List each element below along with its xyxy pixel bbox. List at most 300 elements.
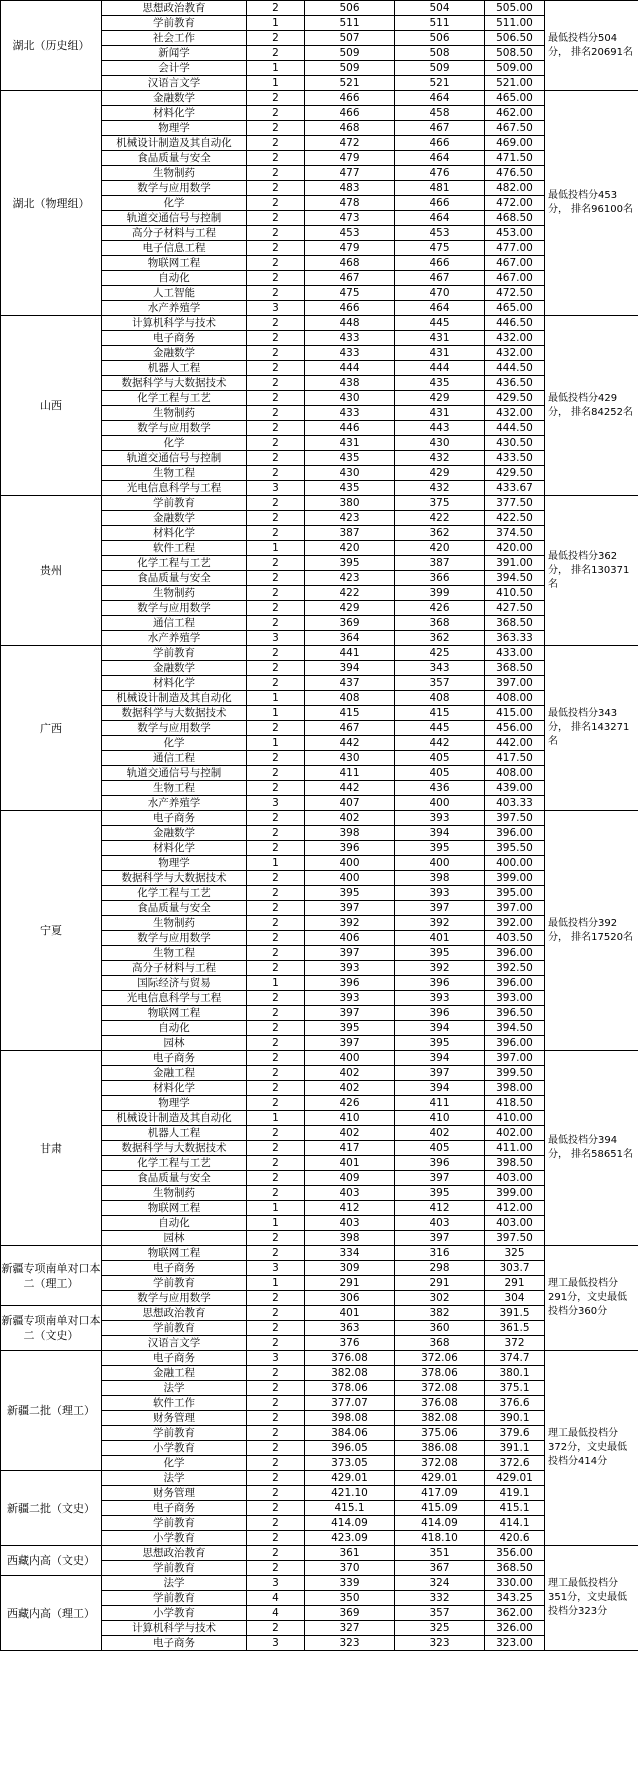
avg-score-cell: 433.50 — [485, 451, 545, 466]
major-cell: 机器人工程 — [102, 1126, 247, 1141]
avg-score-cell: 379.6 — [485, 1426, 545, 1441]
minimum-score-note: 最低投档分394分， 排名58651名 — [545, 1051, 638, 1246]
major-cell: 物理学 — [102, 856, 247, 871]
min-score-cell: 392 — [395, 961, 485, 976]
major-cell: 自动化 — [102, 1216, 247, 1231]
major-cell: 化学工程与工艺 — [102, 1156, 247, 1171]
avg-score-cell: 432.00 — [485, 331, 545, 346]
quota-cell: 2 — [247, 766, 305, 781]
table-row — [1, 496, 638, 511]
avg-score-cell: 399.00 — [485, 1186, 545, 1201]
quota-cell: 3 — [247, 481, 305, 496]
major-cell: 财务管理 — [102, 1486, 247, 1501]
avg-score-cell: 442.00 — [485, 736, 545, 751]
avg-score-cell: 392.50 — [485, 961, 545, 976]
avg-score-cell: 408.00 — [485, 766, 545, 781]
max-score-cell: 392 — [305, 916, 395, 931]
max-score-cell: 466 — [305, 91, 395, 106]
major-cell: 光电信息科学与工程 — [102, 991, 247, 1006]
major-cell: 数学与应用数学 — [102, 931, 247, 946]
avg-score-cell: 396.50 — [485, 1006, 545, 1021]
min-score-cell: 395 — [395, 841, 485, 856]
min-score-cell: 422 — [395, 511, 485, 526]
table-row — [1, 1306, 638, 1321]
major-cell: 学前教育 — [102, 1591, 247, 1606]
major-cell: 汉语言文学 — [102, 76, 247, 91]
quota-cell: 2 — [247, 1081, 305, 1096]
max-score-cell: 477 — [305, 166, 395, 181]
max-score-cell: 361 — [305, 1546, 395, 1561]
avg-score-cell: 397.50 — [485, 1231, 545, 1246]
major-cell: 数据科学与大数据技术 — [102, 1141, 247, 1156]
major-cell: 数学与应用数学 — [102, 181, 247, 196]
min-score-cell: 431 — [395, 346, 485, 361]
max-score-cell: 466 — [305, 106, 395, 121]
max-score-cell: 411 — [305, 766, 395, 781]
min-score-cell: 467 — [395, 271, 485, 286]
min-score-cell: 394 — [395, 1021, 485, 1036]
min-score-cell: 429 — [395, 466, 485, 481]
major-cell: 数学与应用数学 — [102, 421, 247, 436]
max-score-cell: 430 — [305, 751, 395, 766]
major-cell: 生物制药 — [102, 1186, 247, 1201]
major-cell: 化学 — [102, 436, 247, 451]
min-score-cell: 431 — [395, 331, 485, 346]
max-score-cell: 421.10 — [305, 1486, 395, 1501]
max-score-cell: 446 — [305, 421, 395, 436]
min-score-cell: 415.09 — [395, 1501, 485, 1516]
max-score-cell: 306 — [305, 1291, 395, 1306]
min-score-cell: 362 — [395, 631, 485, 646]
major-cell: 水产养殖学 — [102, 796, 247, 811]
quota-cell: 2 — [247, 811, 305, 826]
min-score-cell: 395 — [395, 1186, 485, 1201]
quota-cell: 2 — [247, 1096, 305, 1111]
quota-cell: 3 — [247, 631, 305, 646]
quota-cell: 2 — [247, 346, 305, 361]
quota-cell: 2 — [247, 196, 305, 211]
major-cell: 生物制药 — [102, 406, 247, 421]
major-cell: 生物工程 — [102, 946, 247, 961]
minimum-score-note: 理工最低投档分351分，文史最低投档分323分 — [545, 1546, 638, 1651]
min-score-cell: 386.08 — [395, 1441, 485, 1456]
minimum-score-note: 最低投档分453分， 排名96100名 — [545, 91, 638, 316]
quota-cell: 1 — [247, 1201, 305, 1216]
major-cell: 国际经济与贸易 — [102, 976, 247, 991]
min-score-cell: 393 — [395, 991, 485, 1006]
major-cell: 电子商务 — [102, 1351, 247, 1366]
avg-score-cell: 433.67 — [485, 481, 545, 496]
major-cell: 思想政治教育 — [102, 1306, 247, 1321]
quota-cell: 2 — [247, 151, 305, 166]
major-cell: 数学与应用数学 — [102, 601, 247, 616]
quota-cell: 2 — [247, 886, 305, 901]
max-score-cell: 403 — [305, 1216, 395, 1231]
avg-score-cell: 439.00 — [485, 781, 545, 796]
avg-score-cell: 411.00 — [485, 1141, 545, 1156]
quota-cell: 2 — [247, 1561, 305, 1576]
avg-score-cell: 397.00 — [485, 676, 545, 691]
major-cell: 小学教育 — [102, 1606, 247, 1621]
major-cell: 材料化学 — [102, 106, 247, 121]
max-score-cell: 369 — [305, 1606, 395, 1621]
max-score-cell: 509 — [305, 46, 395, 61]
major-cell: 机器人工程 — [102, 361, 247, 376]
region-cell: 新疆二批（理工） — [1, 1351, 102, 1471]
major-cell: 金融数学 — [102, 91, 247, 106]
quota-cell: 2 — [247, 961, 305, 976]
major-cell: 学前教育 — [102, 1561, 247, 1576]
avg-score-cell: 368.50 — [485, 1561, 545, 1576]
max-score-cell: 334 — [305, 1246, 395, 1261]
table-row — [1, 1471, 638, 1486]
avg-score-cell: 419.1 — [485, 1486, 545, 1501]
max-score-cell: 479 — [305, 151, 395, 166]
quota-cell: 3 — [247, 301, 305, 316]
avg-score-cell: 465.00 — [485, 301, 545, 316]
avg-score-cell: 472.50 — [485, 286, 545, 301]
avg-score-cell: 432.00 — [485, 406, 545, 421]
quota-cell: 2 — [247, 496, 305, 511]
major-cell: 水产养殖学 — [102, 631, 247, 646]
quota-cell: 2 — [247, 1186, 305, 1201]
avg-score-cell: 397.00 — [485, 901, 545, 916]
avg-score-cell: 399.00 — [485, 871, 545, 886]
min-score-cell: 412 — [395, 1201, 485, 1216]
avg-score-cell: 427.50 — [485, 601, 545, 616]
min-score-cell: 395 — [395, 946, 485, 961]
quota-cell: 2 — [247, 1156, 305, 1171]
quota-cell: 2 — [247, 1366, 305, 1381]
major-cell: 食品质量与安全 — [102, 571, 247, 586]
quota-cell: 2 — [247, 1, 305, 16]
quota-cell: 2 — [247, 751, 305, 766]
quota-cell: 2 — [247, 1456, 305, 1471]
max-score-cell: 438 — [305, 376, 395, 391]
avg-score-cell: 391.5 — [485, 1306, 545, 1321]
min-score-cell: 405 — [395, 1141, 485, 1156]
major-cell: 学前教育 — [102, 646, 247, 661]
max-score-cell: 323 — [305, 1636, 395, 1651]
avg-score-cell: 465.00 — [485, 91, 545, 106]
avg-score-cell: 376.6 — [485, 1396, 545, 1411]
avg-score-cell: 521.00 — [485, 76, 545, 91]
quota-cell: 2 — [247, 946, 305, 961]
quota-cell: 2 — [247, 1546, 305, 1561]
avg-score-cell: 462.00 — [485, 106, 545, 121]
avg-score-cell: 444.50 — [485, 361, 545, 376]
major-cell: 数据科学与大数据技术 — [102, 706, 247, 721]
quota-cell: 1 — [247, 736, 305, 751]
minimum-score-note: 最低投档分429分， 排名84252名 — [545, 316, 638, 496]
quota-cell: 2 — [247, 91, 305, 106]
quota-cell: 2 — [247, 241, 305, 256]
major-cell: 电子商务 — [102, 331, 247, 346]
avg-score-cell: 372 — [485, 1336, 545, 1351]
quota-cell: 1 — [247, 541, 305, 556]
avg-score-cell: 394.50 — [485, 1021, 545, 1036]
avg-score-cell: 505.00 — [485, 1, 545, 16]
max-score-cell: 376.08 — [305, 1351, 395, 1366]
major-cell: 学前教育 — [102, 1321, 247, 1336]
quota-cell: 2 — [247, 1621, 305, 1636]
quota-cell: 2 — [247, 1051, 305, 1066]
min-score-cell: 367 — [395, 1561, 485, 1576]
quota-cell: 3 — [247, 1261, 305, 1276]
major-cell: 园林 — [102, 1036, 247, 1051]
min-score-cell: 521 — [395, 76, 485, 91]
quota-cell: 2 — [247, 1381, 305, 1396]
min-score-cell: 397 — [395, 901, 485, 916]
quota-cell: 2 — [247, 451, 305, 466]
avg-score-cell: 511.00 — [485, 16, 545, 31]
avg-score-cell: 303.7 — [485, 1261, 545, 1276]
quota-cell: 2 — [247, 1231, 305, 1246]
region-cell: 宁夏 — [1, 811, 102, 1051]
min-score-cell: 396 — [395, 976, 485, 991]
min-score-cell: 324 — [395, 1576, 485, 1591]
major-cell: 食品质量与安全 — [102, 1171, 247, 1186]
major-cell: 轨道交通信号与控制 — [102, 211, 247, 226]
major-cell: 机械设计制造及其自动化 — [102, 1111, 247, 1126]
quota-cell: 2 — [247, 256, 305, 271]
quota-cell: 2 — [247, 436, 305, 451]
quota-cell: 2 — [247, 1441, 305, 1456]
min-score-cell: 393 — [395, 811, 485, 826]
max-score-cell: 396 — [305, 976, 395, 991]
max-score-cell: 442 — [305, 781, 395, 796]
table-row — [1, 91, 638, 106]
avg-score-cell: 396.00 — [485, 976, 545, 991]
min-score-cell: 360 — [395, 1321, 485, 1336]
major-cell: 物联网工程 — [102, 256, 247, 271]
major-cell: 法学 — [102, 1576, 247, 1591]
minimum-score-note: 最低投档分504分， 排名20691名 — [545, 1, 638, 91]
major-cell: 电子商务 — [102, 1261, 247, 1276]
avg-score-cell: 390.1 — [485, 1411, 545, 1426]
major-cell: 法学 — [102, 1471, 247, 1486]
quota-cell: 1 — [247, 61, 305, 76]
avg-score-cell: 415.00 — [485, 706, 545, 721]
min-score-cell: 399 — [395, 586, 485, 601]
max-score-cell: 402 — [305, 1126, 395, 1141]
max-score-cell: 395 — [305, 1021, 395, 1036]
max-score-cell: 473 — [305, 211, 395, 226]
min-score-cell: 397 — [395, 1066, 485, 1081]
major-cell: 生物工程 — [102, 781, 247, 796]
avg-score-cell: 467.00 — [485, 271, 545, 286]
avg-score-cell: 444.50 — [485, 421, 545, 436]
quota-cell: 3 — [247, 1636, 305, 1651]
quota-cell: 2 — [247, 901, 305, 916]
max-score-cell: 437 — [305, 676, 395, 691]
avg-score-cell: 391.1 — [485, 1441, 545, 1456]
min-score-cell: 464 — [395, 211, 485, 226]
quota-cell: 1 — [247, 1216, 305, 1231]
quota-cell: 2 — [247, 661, 305, 676]
major-cell: 轨道交通信号与控制 — [102, 766, 247, 781]
table-row — [1, 811, 638, 826]
max-score-cell: 397 — [305, 1036, 395, 1051]
min-score-cell: 357 — [395, 676, 485, 691]
major-cell: 小学教育 — [102, 1531, 247, 1546]
avg-score-cell: 467.50 — [485, 121, 545, 136]
avg-score-cell: 396.00 — [485, 826, 545, 841]
avg-score-cell: 396.00 — [485, 946, 545, 961]
min-score-cell: 403 — [395, 1216, 485, 1231]
max-score-cell: 339 — [305, 1576, 395, 1591]
major-cell: 高分子材料与工程 — [102, 226, 247, 241]
max-score-cell: 377.07 — [305, 1396, 395, 1411]
max-score-cell: 429.01 — [305, 1471, 395, 1486]
major-cell: 学前教育 — [102, 16, 247, 31]
quota-cell: 2 — [247, 226, 305, 241]
avg-score-cell: 432.00 — [485, 346, 545, 361]
avg-score-cell: 420.6 — [485, 1531, 545, 1546]
max-score-cell: 426 — [305, 1096, 395, 1111]
avg-score-cell: 368.50 — [485, 616, 545, 631]
quota-cell: 2 — [247, 826, 305, 841]
avg-score-cell: 430.50 — [485, 436, 545, 451]
avg-score-cell: 291 — [485, 1276, 545, 1291]
max-score-cell: 397 — [305, 946, 395, 961]
quota-cell: 2 — [247, 556, 305, 571]
max-score-cell: 400 — [305, 871, 395, 886]
max-score-cell: 407 — [305, 796, 395, 811]
max-score-cell: 420 — [305, 541, 395, 556]
avg-score-cell: 372.6 — [485, 1456, 545, 1471]
max-score-cell: 441 — [305, 646, 395, 661]
major-cell: 材料化学 — [102, 676, 247, 691]
quota-cell: 1 — [247, 691, 305, 706]
max-score-cell: 429 — [305, 601, 395, 616]
min-score-cell: 410 — [395, 1111, 485, 1126]
min-score-cell: 400 — [395, 796, 485, 811]
minimum-score-note: 理工最低投档分291分，文史最低投档分360分 — [545, 1246, 638, 1351]
min-score-cell: 396 — [395, 1006, 485, 1021]
avg-score-cell: 326.00 — [485, 1621, 545, 1636]
max-score-cell: 309 — [305, 1261, 395, 1276]
quota-cell: 3 — [247, 1351, 305, 1366]
avg-score-cell: 477.00 — [485, 241, 545, 256]
quota-cell: 2 — [247, 1411, 305, 1426]
max-score-cell: 373.05 — [305, 1456, 395, 1471]
quota-cell: 2 — [247, 1486, 305, 1501]
min-score-cell: 506 — [395, 31, 485, 46]
min-score-cell: 430 — [395, 436, 485, 451]
max-score-cell: 507 — [305, 31, 395, 46]
max-score-cell: 398 — [305, 1231, 395, 1246]
quota-cell: 2 — [247, 1531, 305, 1546]
quota-cell: 2 — [247, 31, 305, 46]
major-cell: 化学 — [102, 196, 247, 211]
avg-score-cell: 506.50 — [485, 31, 545, 46]
quota-cell: 2 — [247, 511, 305, 526]
region-cell: 湖北（物理组） — [1, 91, 102, 316]
major-cell: 材料化学 — [102, 841, 247, 856]
min-score-cell: 414.09 — [395, 1516, 485, 1531]
max-score-cell: 394 — [305, 661, 395, 676]
major-cell: 生物制药 — [102, 586, 247, 601]
max-score-cell: 433 — [305, 331, 395, 346]
major-cell: 生物制药 — [102, 916, 247, 931]
min-score-cell: 432 — [395, 481, 485, 496]
max-score-cell: 453 — [305, 226, 395, 241]
avg-score-cell: 467.00 — [485, 256, 545, 271]
max-score-cell: 467 — [305, 271, 395, 286]
avg-score-cell: 429.50 — [485, 466, 545, 481]
major-cell: 思想政治教育 — [102, 1546, 247, 1561]
avg-score-cell: 397.50 — [485, 811, 545, 826]
min-score-cell: 387 — [395, 556, 485, 571]
min-score-cell: 395 — [395, 1036, 485, 1051]
quota-cell: 2 — [247, 106, 305, 121]
major-cell: 电子信息工程 — [102, 241, 247, 256]
minimum-score-note: 理工最低投档分372分，文史最低投档分414分 — [545, 1351, 638, 1546]
min-score-cell: 467 — [395, 121, 485, 136]
quota-cell: 2 — [247, 1066, 305, 1081]
max-score-cell: 393 — [305, 991, 395, 1006]
max-score-cell: 506 — [305, 1, 395, 16]
max-score-cell: 327 — [305, 1621, 395, 1636]
quota-cell: 2 — [247, 1171, 305, 1186]
region-cell: 新疆专项南单对口本二（文史） — [1, 1306, 102, 1351]
max-score-cell: 363 — [305, 1321, 395, 1336]
min-score-cell: 372.06 — [395, 1351, 485, 1366]
quota-cell: 2 — [247, 676, 305, 691]
quota-cell: 1 — [247, 856, 305, 871]
max-score-cell: 472 — [305, 136, 395, 151]
min-score-cell: 382 — [395, 1306, 485, 1321]
max-score-cell: 423.09 — [305, 1531, 395, 1546]
major-cell: 轨道交通信号与控制 — [102, 451, 247, 466]
major-cell: 光电信息科学与工程 — [102, 481, 247, 496]
min-score-cell: 435 — [395, 376, 485, 391]
quota-cell: 2 — [247, 1306, 305, 1321]
major-cell: 小学教育 — [102, 1441, 247, 1456]
max-score-cell: 398 — [305, 826, 395, 841]
avg-score-cell: 361.5 — [485, 1321, 545, 1336]
max-score-cell: 378.06 — [305, 1381, 395, 1396]
max-score-cell: 395 — [305, 556, 395, 571]
avg-score-cell: 325 — [485, 1246, 545, 1261]
avg-score-cell: 476.50 — [485, 166, 545, 181]
avg-score-cell: 436.50 — [485, 376, 545, 391]
min-score-cell: 464 — [395, 91, 485, 106]
major-cell: 社会工作 — [102, 31, 247, 46]
avg-score-cell: 394.50 — [485, 571, 545, 586]
min-score-cell: 464 — [395, 151, 485, 166]
max-score-cell: 370 — [305, 1561, 395, 1576]
max-score-cell: 414.09 — [305, 1516, 395, 1531]
major-cell: 软件工程 — [102, 541, 247, 556]
region-cell: 西藏内高（文史） — [1, 1546, 102, 1576]
max-score-cell: 350 — [305, 1591, 395, 1606]
major-cell: 电子商务 — [102, 1501, 247, 1516]
max-score-cell: 423 — [305, 571, 395, 586]
avg-score-cell: 399.50 — [485, 1066, 545, 1081]
quota-cell: 2 — [247, 1126, 305, 1141]
major-cell: 软件工作 — [102, 1396, 247, 1411]
quota-cell: 2 — [247, 991, 305, 1006]
region-cell: 广西 — [1, 646, 102, 811]
avg-score-cell: 418.50 — [485, 1096, 545, 1111]
max-score-cell: 430 — [305, 466, 395, 481]
min-score-cell: 405 — [395, 751, 485, 766]
quota-cell: 2 — [247, 916, 305, 931]
min-score-cell: 466 — [395, 196, 485, 211]
major-cell: 高分子材料与工程 — [102, 961, 247, 976]
